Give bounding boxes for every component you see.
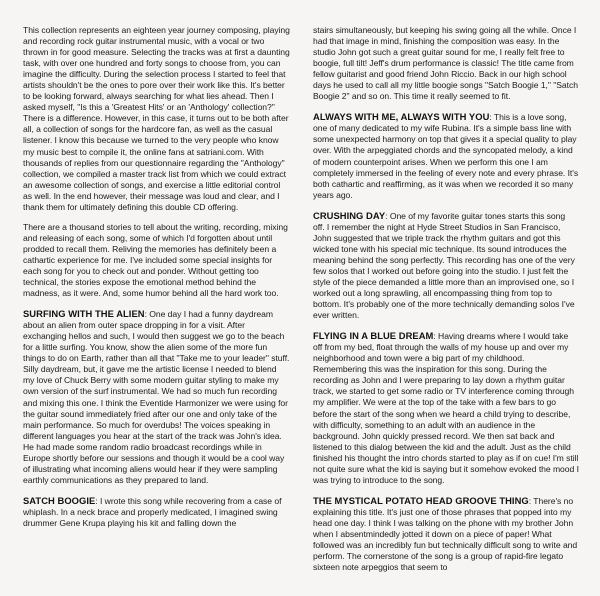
song-notes: : This is a love song, one of many dedicated to my wife Rubina. It's a simple bass line with some unexpected harmony on top that gives it a special quality to play over. With the arpeggiated chords and the syncopated melody, a kind of modern counterpoint arises. When we perform this one I am completely immersed in the feeling of every note and every phrase. It's both cathartic and reaffirming, as it was when we recorded it so many years ago. [313,112,579,200]
song-title: THE MYSTICAL POTATO HEAD GROOVE THING [313,494,529,506]
song-notes: : One day I had a funny daydream about an alien from outer space dropping in for a visit. After exchanging hellos and such, I would then suggest we go to the beach for a little surfing. You know, show the alien some of the more fun things to do on Earth, rather than all that "Take me to your leader" stuff. Silly daydream, but, it gave me the artistic license I needed to blend my love of Chuck Berry with some modern guitar styling to make my own version of the surf instrumental. We had so much fun recording and mixing this one. I think the Eventide Harmonizer we were using for the guitar sound immediately fried after our one and only take of the main performance. So much for overdubs! The voices speaking in different languages you hear at the start of the track was John's idea. He had made some random radio broadcast recordings while in Europe shortly before our sessions and though it would be a cool way of illustrating what incoming aliens would hear if they were sampling earthly communications as they prepared to land. [23,309,290,485]
song-notes: : I wrote this song while recovering from a case of whiplash. In a neck brace and properly medicated, I imagined swing drummer Gene Krupa playing his kit and falling down the [23,495,282,528]
song-section-satch-boogie [23,495,290,529]
continued-paragraph: stairs simultaneously, but keeping his swing going all the while. Once I had that image in mind, finishing the composition was easy. In the studio John got such a great guitar sound for me, I really felt free to boogie, full tilt! Jeff's drum performance is classic! The title came from fellow guitarist and good friend John Riccio. Back in our high school days he used to call all my little boogie songs "Satch Boogie 1," "Satch Boogie 2" and so on. This time it really seemed to fit. [313,25,578,102]
song-section-crushing-day [313,210,579,321]
intro-paragraph: This collection represents an eighteen year journey composing, playing and recording rock guitar instrumental music, with a vocal or two thrown in for good measure. Selecting the tracks was at first a daunting task, with over one hundred and forty songs to choose from, you can imagine the difficulty. During the selection process I started to feel that artists shouldn't be the ones to pore over their work like this. It's better to be looking forward, always searching for what lies ahead. Then I asked myself, "Is this a 'Greatest Hits' or an 'Anthology' collection?" There is a difference. However, in this case, it turns out to be both after all, a collection of songs for the hardcore fan, as well as the casual listener. I know this because we turned to the very people who know my music best to compile it, the online fans at satriani.com. With thousands of replies from our questionnaire regarding the "Anthology" collection, we compiled a master track list from which we could extract an awesome collection of songs, and exercise a little editorial control as well. In the end however, their message was loud and clear, and I thank them for ultimately defining this double CD offering. [23,25,290,212]
song-title: ALWAYS WITH ME, ALWAYS WITH YOU [313,111,490,123]
song-section-the-mystical-potato-head-groove-thing [313,495,579,573]
song-title: FLYING IN A BLUE DREAM [313,330,434,342]
song-section-flying-in-a-blue-dream [313,330,579,486]
song-notes: : One of my favorite guitar tones starts this song off. I remember the night at Hyde Street Studios in San Francisco, John suggested that we triple track the rhythm guitars and got this wicked tone with his special mic technique. Its sound introduces the meaning behind the song perfectly. This recording has one of the very few solos that I worked out before going into the studio. I just felt the style of the piece demanded a little more than an improvised one, so I worked out a long sprawling, all encompassing thing from top to bottom. It's probably one of the more technically demanding solos I've ever written. [313,210,575,321]
song-title: SATCH BOOGIE [23,494,96,506]
song-notes: : There's no explaining this title. It's just one of those phrases that popped into my head one day. I think I was talking on the phone with my brother John when I absentmindedly jotted it down on a piece of paper! What followed was an incredibly fun but technically difficult song to write and perform. The cornerstone of the song is a group of rapid-fire legato sixteen note arpeggios that seem to [313,495,578,573]
left-column [23,25,290,538]
song-notes: : Having dreams where I would take off from my bed, float through the walls of my house up and over my neighborhood and town were a big part of my childhood. Remembering this was the inspiration for this song. During the recording as John and I were preparing to lay down a rhythm guitar track, we started to get some radio or TV interference coming through my amplifier. We were at the top of the take with a few bars to go before the start of the song when we heard a child trying to describe, with difficulty, something to an adult with an audience in the background. John quickly pressed record. We then sat back and listened to this dialog between the kid and the adult. Just as the child finished his thought the intro chords started to play as if on cue! I'm still not quite sure what the kid is saying but it somehow evoked the mood I was trying to introduce to the song. [313,331,579,485]
song-section-always-with-me-always-with-you [313,111,579,200]
song-title: SURFING WITH THE ALIEN [23,308,145,320]
intro-paragraph: There are a thousand stories to tell about the writing, recording, mixing and releasing of each song, some of which I'd forgotten about until prodded to recall them. Reliving the memories has definitely been a cathartic experience for me. I've included some special insights for each song for you to check out and ponder. Without getting too technical, the stories expose the emotional method behind the madness, as it were. And, some humor behind all the hard work too. [23,221,288,299]
song-title: CRUSHING DAY [313,209,386,221]
song-section-surfing-with-the-alien [23,308,290,486]
right-column [313,25,579,582]
